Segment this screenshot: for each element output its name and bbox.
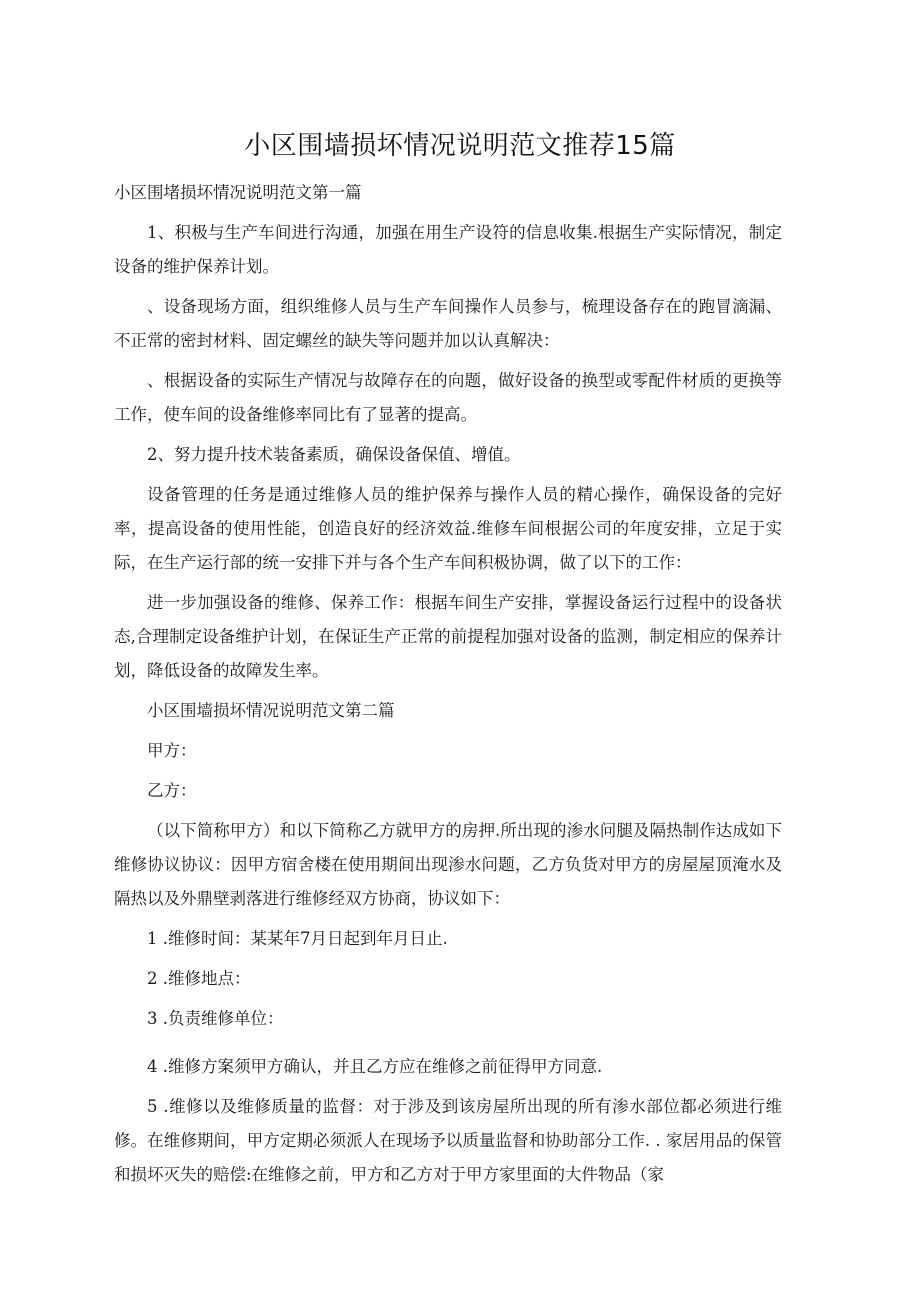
- section-heading-1: 小区围堵损坏情况说明范文第一篇: [114, 183, 362, 202]
- paragraph-6: 进一步加强设备的维修、保养工作：根据车间生产安排，掌握设备运行过程中的设备状态,合理制定设备维护计划，在保证生产正常的前提程加强对设备的监测，制定相应的保养计划，降低设备的故障发生率。: [114, 593, 782, 680]
- section-heading-2: 小区围墙损坏情况说明范文第二篇: [147, 701, 395, 720]
- document-body: [114, 176, 782, 1192]
- paragraph-2: 、设备现场方面，组织维修人员与生产车间操作人员参与，梳理设备存在的跑冒滴漏、不正常的密封材料、固定螺丝的缺失等问题并加以认真解决：: [114, 297, 782, 350]
- paragraph-4: 2、努力提升技术装备素质，确保设备保值、增值。: [147, 445, 521, 464]
- agreement-intro: （以下简称甲方）和以下简称乙方就甲方的房押.所出现的渗水问腿及隔热制作达成如下维修协议协议：因甲方宿舍楼在使用期间出现渗水问题，乙方负货对甲方的房屋屋顶淹水及隔热以及外鼎壁剥落进行维修经双方协商，协议如下：: [114, 821, 782, 908]
- party-b-line: 乙方：: [147, 781, 197, 800]
- clause-4: 4 .维修方案须甲方确认，并且乙方应在维修之前征得甲方同意.: [147, 1057, 603, 1076]
- document-title: 小区围墙损坏情况说明范文推荐15篇: [244, 131, 676, 161]
- clause-3: 3 .负责维修单位：: [147, 1009, 284, 1028]
- clause-2: 2 .维修地点：: [147, 969, 251, 988]
- paragraph-1: 1、积极与生产车间进行沟通，加强在用生产设符的信息收集.根据生产实际情况，制定设备的维护保养计划。: [114, 223, 782, 276]
- paragraph-3: 、根据设备的实际生产情况与故障存在的向题，做好设备的换型或零配件材质的更换等工作，使车间的设备维修率同比有了显著的提高。: [114, 371, 782, 424]
- clause-5: 5 .维修以及维修质量的监督：对于涉及到该房屋所出现的所有渗水部位都必须进行维修。在维修期间，甲方定期必须派人在现场予以质量监督和协助部分工作. . 家居用品的保管和损坏灭失的赔偿:在维修之前，甲方和乙方对于甲方家里面的大件物品（家: [114, 1097, 782, 1184]
- paragraph-5: 设备管理的任务是通过维修人员的维护保养与操作人员的精心操作，确保设备的完好率，提高设备的使用性能，创造良好的经济效益.维修车间根据公司的年度安排，立足于实际，在生产运行部的统一安排下并与各个生产车间积极协调，做了以下的工作：: [114, 485, 782, 572]
- clause-1: 1 .维修时间：某某年7月日起到年月日止.: [147, 929, 448, 948]
- party-a-line: 甲方：: [147, 741, 197, 760]
